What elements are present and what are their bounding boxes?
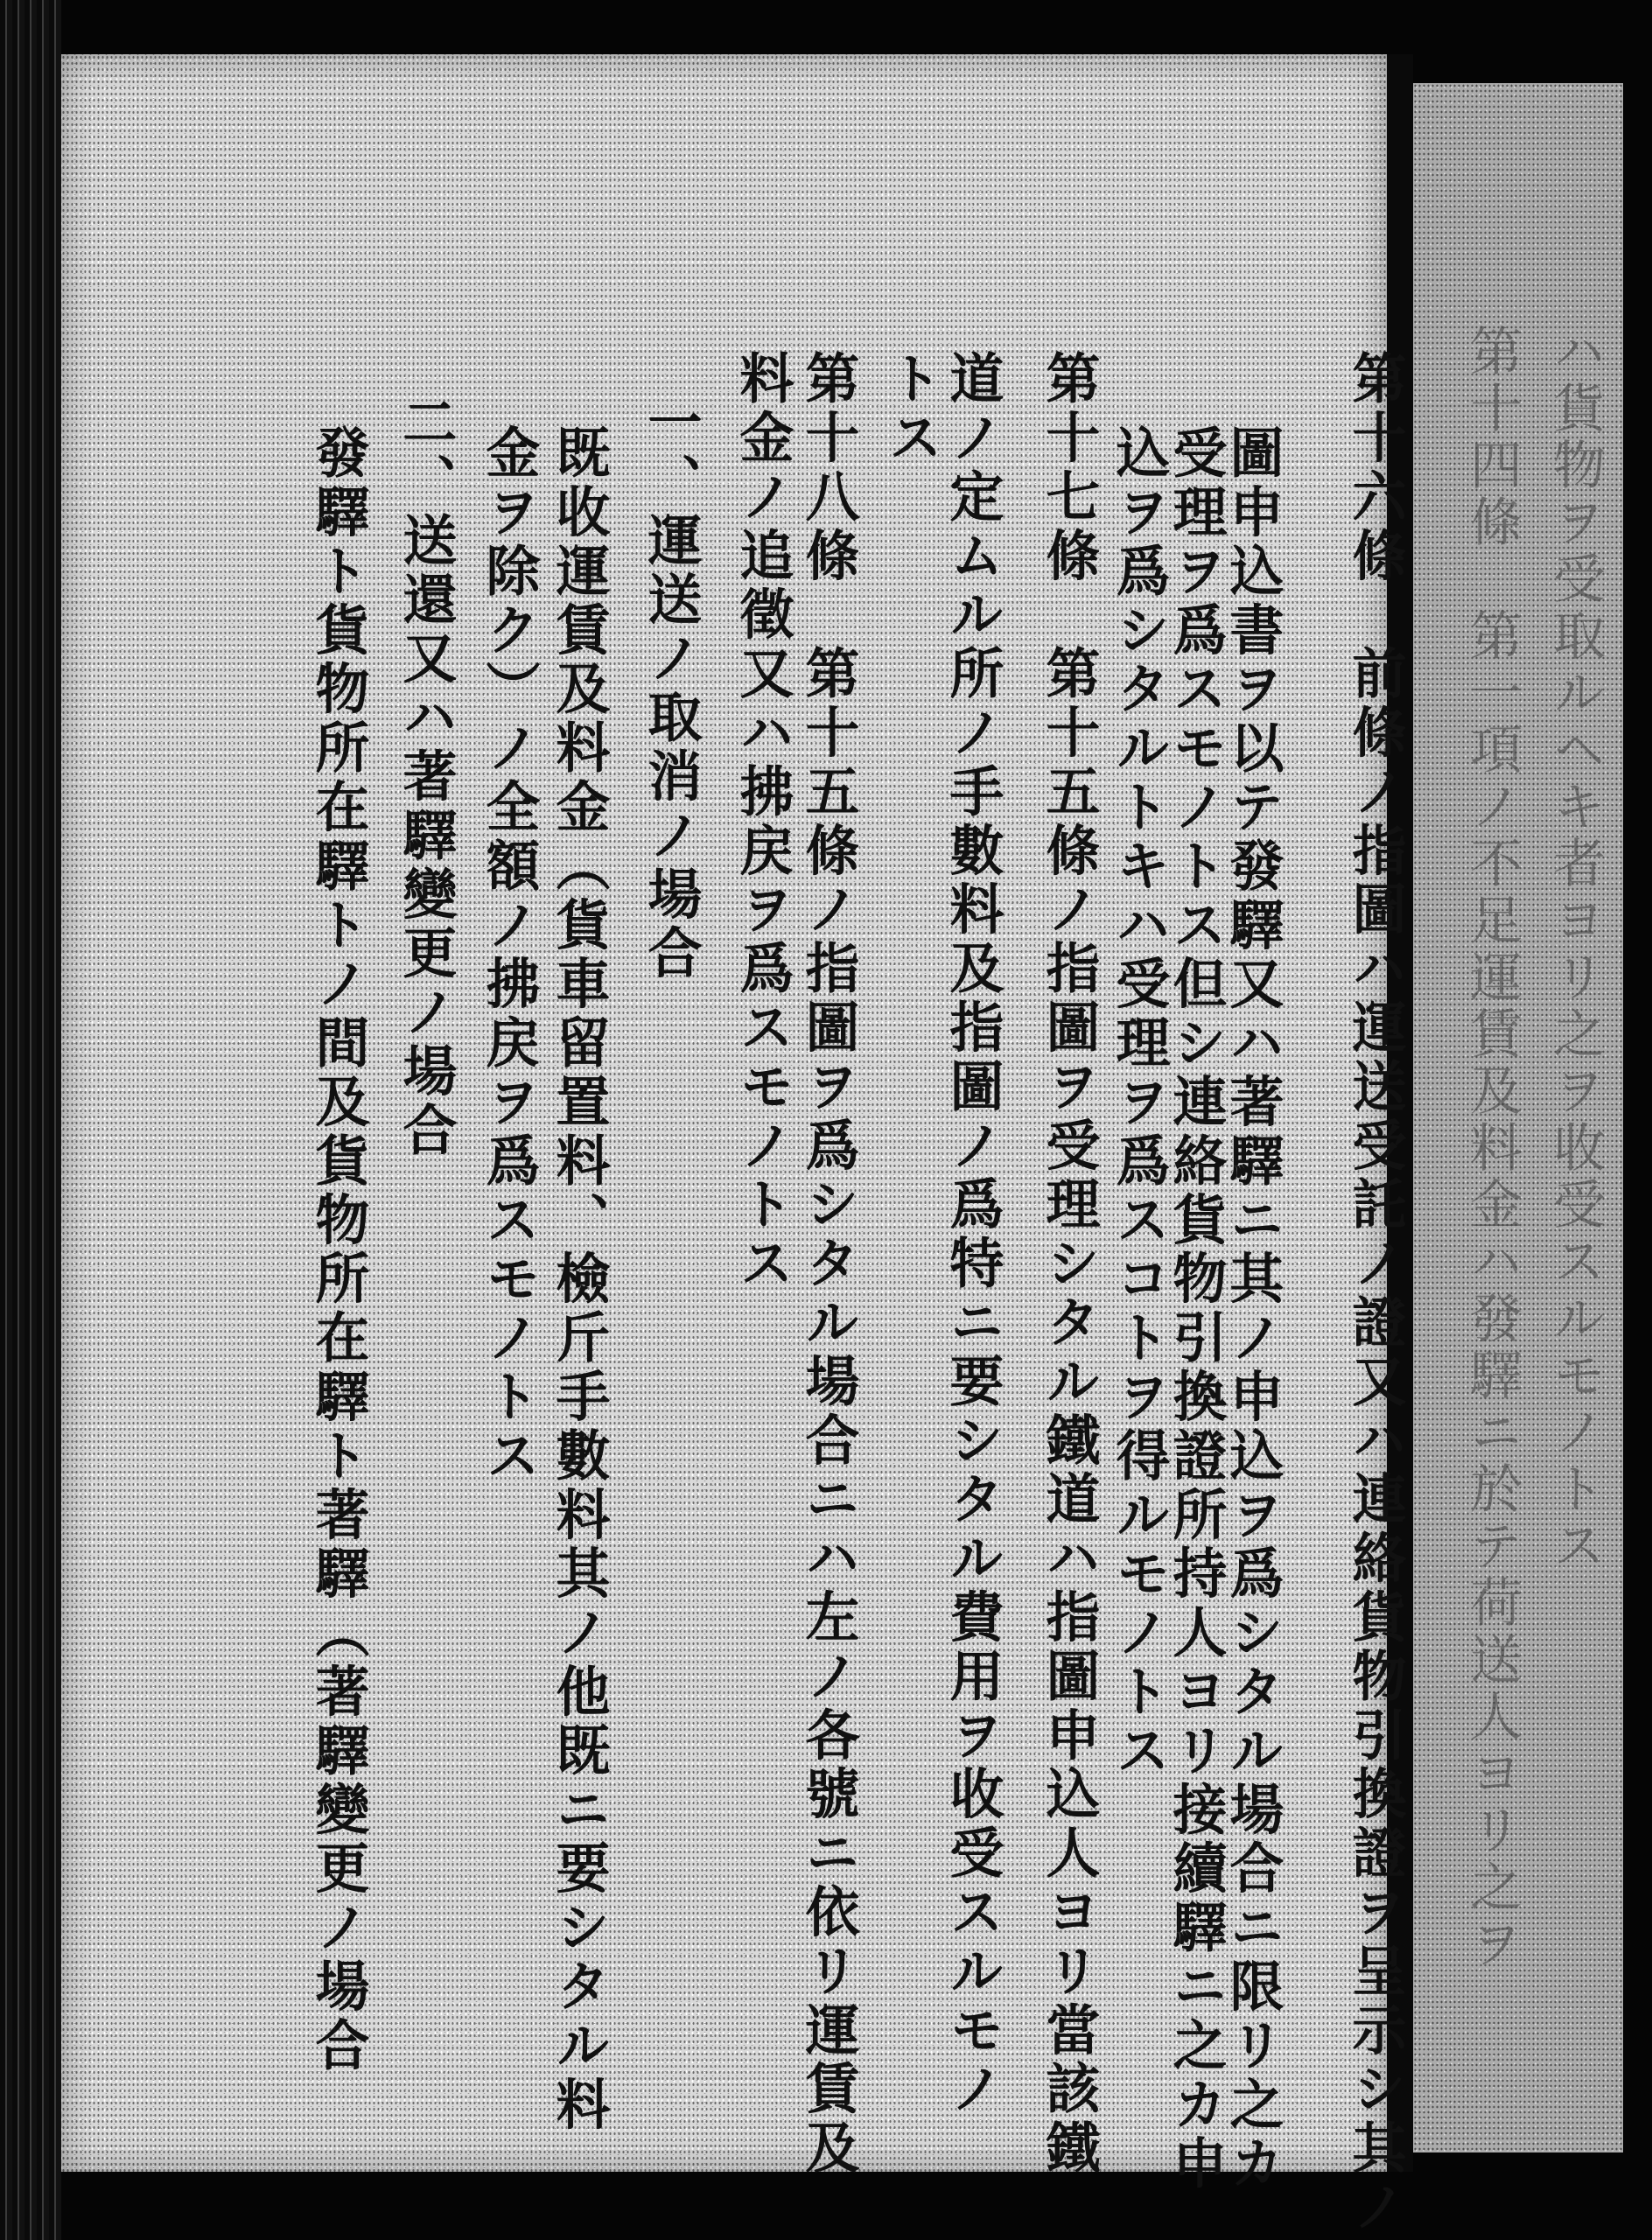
- text-column: 金ヲ除ク）ノ全額ノ拂戻ヲ爲スモノトス: [477, 424, 541, 1487]
- text-column: 道ノ定ムル所ノ手數料及指圖ノ爲特ニ要シタル費用ヲ收受スルモノ: [941, 350, 1004, 2119]
- text-column: 料金ノ追徵又ハ拂戻ヲ爲スモノトス: [731, 350, 794, 1294]
- text-column: 第十七條 第十五條ノ指圖ヲ受理シタル鐵道ハ指圖申込人ヨリ當該鐵: [1037, 350, 1101, 2179]
- adjacent-page-text-1: ハ貨物ヲ受取ルヘキ者ヨリ之ヲ收受スルモノトス: [1544, 324, 1606, 1575]
- text-column: 第十六條 前條ノ指圖ハ運送受託ノ證又ハ連絡貨物引換證ヲ呈示シ其ノ: [1343, 350, 1407, 2237]
- text-column: トス: [879, 350, 943, 468]
- text-column: 受理ヲ爲スモノトス但シ連絡貨物引換證所持人ヨリ接續驛ニ之カ申: [1164, 424, 1228, 2194]
- text-column: 發驛ト貨物所在驛トノ間及貨物所在驛ト著驛（著驛變更ノ場合: [306, 424, 370, 2076]
- text-column: 圖申込書ヲ以テ發驛又ハ著驛ニ其ノ申込ヲ爲シタル場合ニ限リ之カ: [1221, 424, 1284, 2194]
- text-column: 第十八條 第十五條ノ指圖ヲ爲シタル場合ニハ左ノ各號ニ依リ運賃及: [796, 350, 860, 2179]
- book-page-edge: [0, 0, 61, 2240]
- adjacent-page-text-2: 第十四條 第一項ノ不足運賃及料金ハ發驛ニ於テ荷送人ヨリ之ヲ: [1461, 324, 1522, 1973]
- text-column: 込ヲ爲シタルトキハ受理ヲ爲スコトヲ得ルモノトス: [1107, 424, 1171, 1782]
- text-column: 一、運送ノ取消ノ場合: [639, 394, 703, 984]
- text-column: 既收運賃及料金（貨車留置料、檢斤手數料其ノ他既ニ要シタル料: [547, 424, 611, 2135]
- text-column: 二、送還又ハ著驛變更ノ場合: [394, 394, 458, 1161]
